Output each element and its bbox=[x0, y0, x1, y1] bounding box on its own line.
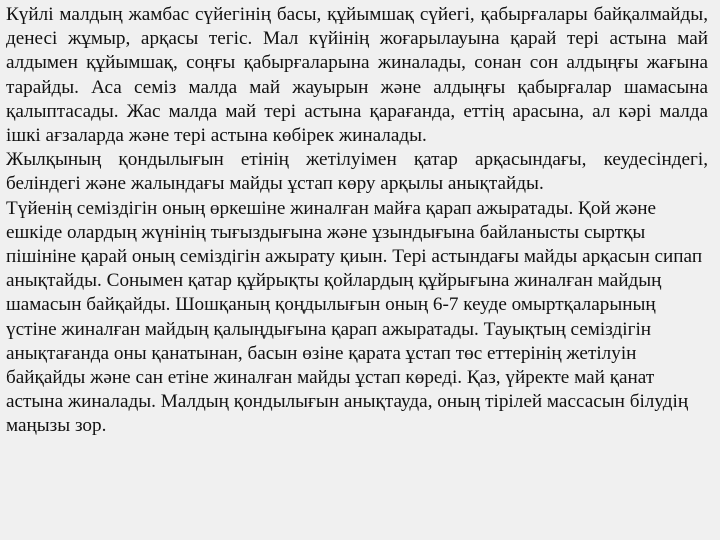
paragraph-other-animals-condition: Түйенің семіздігін оның өркешіне жиналған майға қарап ажыратады. Қой және ешкіде олардың жүнінің тығыздығына және ұзындығына байланысты сыртқы пішініне қарай оның семіздігін ажырату қиын. Тері астындағы майды арқасын сипап анықтайды. Сонымен қатар құйрықты қойлардың құйрығына жиналған майдың шамасын байқайды. Шошқаның қоңдылығын оның 6-7 кеуде омыртқаларының үстіне жиналған майдың қалыңдығына қарап ажыратады. Тауықтың семіздігін анықтағанда оны қанатынан, басын өзіне қарата ұстап төс еттерінің жетілуін байқайды және сан етіне жиналған майды ұстап көреді. Қаз, үйректе май қанат астына жиналады. Малдың қондылығын анықтауда, оның тірілей массасын білудің маңызы зор. bbox=[6, 197, 703, 437]
paragraph-livestock-condition: Күйлі малдың жамбас сүйегінің басы, құйымшақ сүйегі, қабырғалары байқалмайды, денесі жұмыр, арқасы тегіс. Мал күйінің жоғарылауына қарай тері астына май алдымен құйымшақ, соңғы қабырғаларына жиналады, сонан сон алдыңғы жағына тарайды. Аса семіз малда май жауырын және алдыңғы қабырғалар шамасына қалыптасады. Жас малда май тері астына қарағанда, еттің арасына, ал кәрі малда ішкі ағзаларда және тері астына көбірек жиналады. bbox=[6, 4, 708, 147]
paragraph-horse-condition: Жылқының қондылығын етінің жетілуімен қатар арқасындағы, кеудесіндегі, беліндегі және жалындағы майды ұстап көру арқылы анықтайды. bbox=[6, 149, 708, 195]
document-body bbox=[6, 3, 708, 439]
